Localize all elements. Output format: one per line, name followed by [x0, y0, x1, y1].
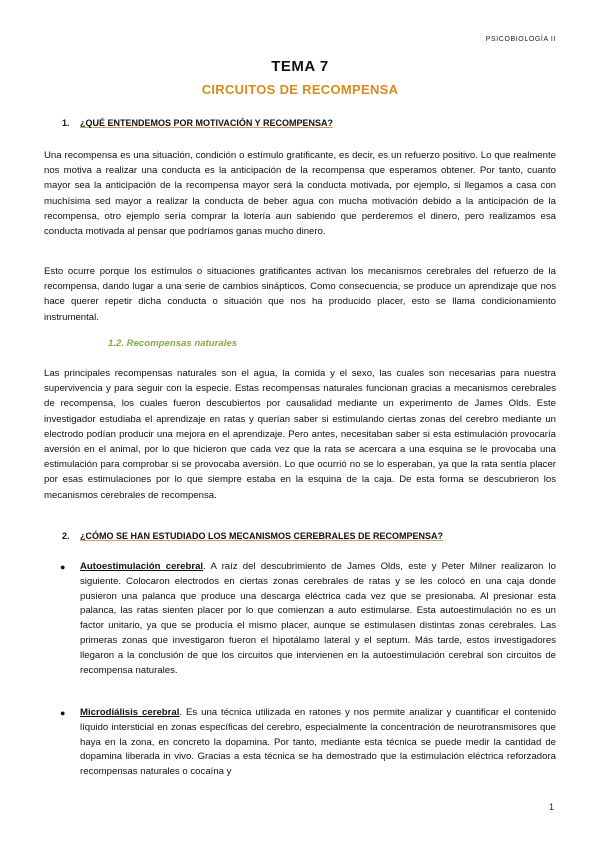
section-2-number: 2. [62, 531, 70, 541]
section-2-title: ¿CÓMO SE HAN ESTUDIADO LOS MECANISMOS CEREBRALES DE RECOMPENSA? [80, 531, 444, 541]
list-item-term: Autoestimulación cerebral [80, 561, 204, 572]
bullet-icon: ● [60, 562, 66, 572]
section-1-number: 1. [62, 118, 70, 128]
subsection-heading: 1.2. Recompensas naturales [108, 338, 238, 349]
page-subtitle: CIRCUITOS DE RECOMPENSA [201, 82, 399, 97]
list-item-text [80, 560, 556, 678]
list-item-text [80, 706, 556, 780]
list-item-term: Microdiálisis cerebral [80, 707, 180, 718]
page-number: 1 [548, 802, 554, 812]
section-1-title: ¿QUÉ ENTENDEMOS POR MOTIVACIÓN Y RECOMPENSA? [80, 118, 334, 128]
list-item-body: . Es una técnica utilizada en ratones y nos permite analizar y cuantificar el contenido líquido intersticial en zonas específicas del cerebro, especialmente la concentración de neurotransmisores que haya en la zona, en concreto la dopamina. Por tanto, mediante esta técnica se puede medir la cantidad de dopamina liberada in vivo. Gracias a esta técnica se ha demostrado que la estimulación eléctrica reforzadora recompensas naturales o cocaína y [80, 707, 556, 778]
section-1-heading [62, 118, 333, 128]
bullet-icon: ● [60, 708, 66, 718]
section-1-paragraph-1: Una recompensa es una situación, condición o estímulo gratificante, es decir, es un refuerzo positivo. Lo que realmente nos motiva a realizar una conducta es la anticipación de la recompensa que esperamos obtener. Por tanto, cuanto mayor sea la anticipación de la recompensa mayor será la conducta motivada, por ejemplo, si llegamos a casa con muchísima sed mayor a realizar la conducta de beber agua con mucha motivación debido a la anticipación de la recompensa, otro ejemplo sería comprar la lotería aun sabiendo que perderemos el dinero, pero realizamos esa conducta motivada al pensar que podríamos ganas mucho dinero. [44, 150, 556, 238]
course-header: PSICOBIOLOGÍA II [485, 36, 556, 43]
page-title: TEMA 7 [271, 58, 329, 75]
section-1-paragraph-3: Las principales recompensas naturales son el agua, la comida y el sexo, las cuales son necesarias para nuestra supervivencia y para seguir con la especie. Estas recompensas naturales funcionan gracias a mecanismos cerebrales de recompensa, los cuales fueron descubiertos por causalidad mediante un experimento de James Olds. Este investigador estudiaba el aprendizaje en ratas y querían saber si estimulando ciertas zonas del cerebro mediante un electrodo podían producir una mejora en el aprendizaje. Pero antes, necesitaban saber si esta estimulación provocaría aversión en el animal, por lo que hicieron que cada vez que la rata se acercara a una esquina se le provocaba una estimulación para comprobar si se provocaba aversión. Lo que ocurrió no se lo esperaban, ya que la rata sentía placer por esas estimulaciones por lo que siempre estaba en la esquina de la caja. De esta forma se descubrieron los mecanismos cerebrales de recompensa. [44, 368, 556, 501]
list-item-body: . A raíz del descubrimiento de James Olds, este y Peter Milner realizaron lo siguiente. Colocaron electrodos en ciertas zonas cerebrales de ratas y se les colocó en una caja donde pusieron una palanca que produce una descarga eléctrica cada vez que se presionaba. Al presionar esta palanca, las ratas sienten placer por lo que comienzan a auto estimularse. Esta autoestimulación no es un factor unitario, ya que se producía el mismo placer, aunque se estimulasen distintas zonas cerebrales. Las primeras zonas que investigaron fueron el hipotálamo lateral y el septum. Más tarde, estos investigadores llegaron a la conclusión de que los circuitos que intervienen en la autoestimulación cerebral son circuitos de recompensa naturales. [80, 561, 556, 676]
section-1-paragraph-2: Esto ocurre porque los estímulos o situaciones gratificantes activan los mecanismos cerebrales del refuerzo de la recompensa, dando lugar a una serie de cambios sinápticos. Como consecuencia, se produce un aprendizaje que nos hace querer repetir dicha conducta o situación que nos ha producido placer, esto se llama condicionamiento instrumental. [44, 266, 556, 323]
section-2-heading [62, 531, 443, 541]
